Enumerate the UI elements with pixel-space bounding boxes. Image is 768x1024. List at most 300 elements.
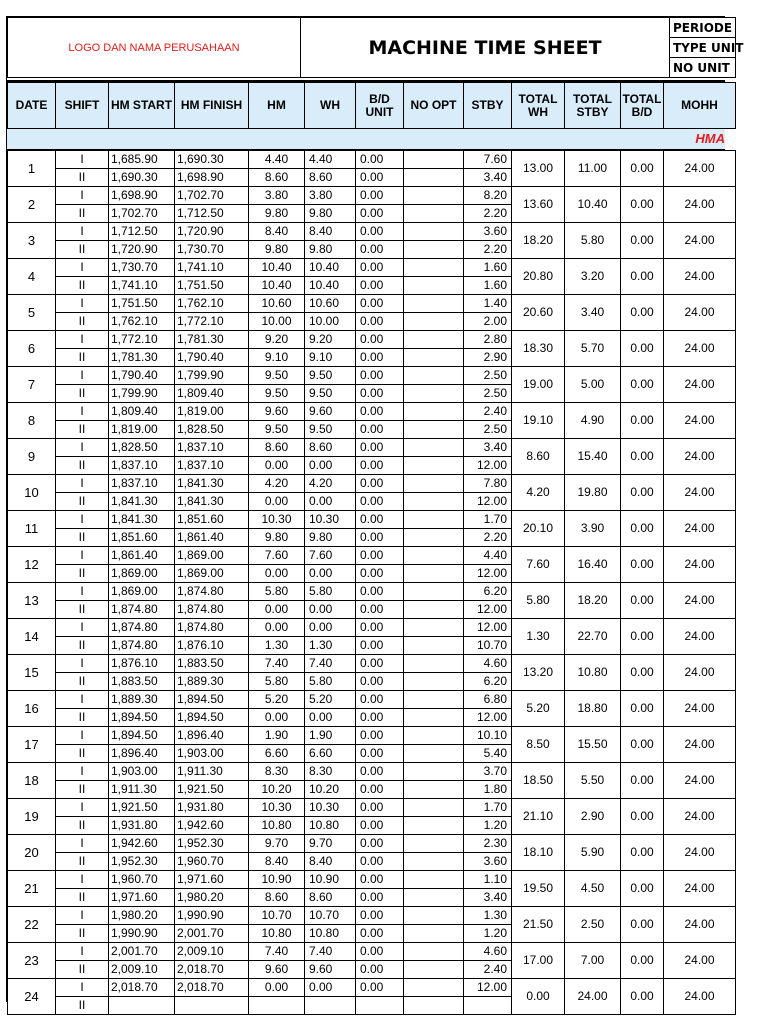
hm-finish-cell: 1,741.10 [175,259,249,277]
wh-cell: 9.20 [305,331,356,349]
mohh-cell: 24.00 [664,583,736,619]
shift-cell: I [56,943,109,961]
total-wh-cell: 18.20 [512,223,565,259]
total-stby-cell: 2.90 [565,799,621,835]
bd-unit-cell: 0.00 [356,223,404,241]
hm-finish-cell: 1,690.30 [175,151,249,169]
bd-unit-cell: 0.00 [356,889,404,907]
wh-cell: 10.40 [305,259,356,277]
bd-unit-cell: 0.00 [356,871,404,889]
mohh-cell: 24.00 [664,331,736,367]
total-bd-cell: 0.00 [621,511,664,547]
no-opt-cell [404,313,464,331]
total-bd-cell: 0.00 [621,295,664,331]
bd-unit-cell: 0.00 [356,403,404,421]
bd-unit-cell: 0.00 [356,709,404,727]
total-wh-cell: 19.00 [512,367,565,403]
hm-finish-cell: 1,819.00 [175,403,249,421]
no-opt-cell [404,259,464,277]
no-opt-cell [404,997,464,1015]
bd-unit-cell: 0.00 [356,565,404,583]
hm-start-cell: 1,702.70 [109,205,175,223]
wh-cell: 10.30 [305,511,356,529]
stby-cell: 2.90 [464,349,512,367]
total-stby-cell: 4.50 [565,871,621,907]
hm-cell: 10.70 [249,907,305,925]
no-opt-cell [404,673,464,691]
hm-finish-cell: 1,921.50 [175,781,249,799]
date-cell: 19 [8,799,56,835]
bd-unit-cell: 0.00 [356,313,404,331]
hm-cell: 0.00 [249,619,305,637]
shift-cell: I [56,475,109,493]
wh-cell: 10.20 [305,781,356,799]
hm-start-cell: 1,896.40 [109,745,175,763]
shift-cell: I [56,511,109,529]
mohh-cell: 24.00 [664,943,736,979]
total-wh-cell: 0.00 [512,979,565,1015]
total-wh-cell: 13.00 [512,151,565,187]
date-cell: 7 [8,367,56,403]
hm-start-cell: 1,894.50 [109,727,175,745]
stby-cell: 2.40 [464,403,512,421]
hm-finish-cell: 1,990.90 [175,907,249,925]
wh-cell: 0.00 [305,619,356,637]
bd-unit-cell: 0.00 [356,187,404,205]
stby-cell: 12.00 [464,457,512,475]
hm-cell: 8.40 [249,853,305,871]
no-opt-cell [404,601,464,619]
mohh-cell: 24.00 [664,655,736,691]
shift-cell: I [56,655,109,673]
stby-cell: 1.30 [464,907,512,925]
total-bd-cell: 0.00 [621,691,664,727]
hm-finish-cell: 1,790.40 [175,349,249,367]
total-bd-cell: 0.00 [621,223,664,259]
wh-cell: 4.40 [305,151,356,169]
date-cell: 24 [8,979,56,1015]
meta-label-unit-type: TYPE UNIT [670,38,736,58]
column-header-total-wh: TOTAL WH [512,83,565,129]
stby-cell: 2.20 [464,529,512,547]
bd-unit-cell: 0.00 [356,763,404,781]
date-cell: 15 [8,655,56,691]
hm-start-cell: 1,698.90 [109,187,175,205]
date-cell: 21 [8,871,56,907]
hm-cell: 5.80 [249,673,305,691]
wh-cell: 0.00 [305,493,356,511]
total-stby-cell: 3.40 [565,295,621,331]
hm-cell: 0.00 [249,457,305,475]
total-bd-cell: 0.00 [621,907,664,943]
hm-cell: 0.00 [249,493,305,511]
bd-unit-cell: 0.00 [356,655,404,673]
table-row [8,295,736,313]
bd-unit-cell: 0.00 [356,727,404,745]
no-opt-cell [404,493,464,511]
shift-cell: II [56,781,109,799]
shift-cell: I [56,151,109,169]
wh-cell: 8.60 [305,439,356,457]
total-wh-cell: 18.30 [512,331,565,367]
no-opt-cell [404,403,464,421]
hm-cell: 1.90 [249,727,305,745]
total-bd-cell: 0.00 [621,763,664,799]
column-header-bd-unit: B/D UNIT [356,83,404,129]
no-opt-cell [404,889,464,907]
hm-finish-cell: 1,980.20 [175,889,249,907]
no-opt-cell [404,187,464,205]
hm-finish-cell: 1,874.80 [175,619,249,637]
hm-finish-cell: 1,698.90 [175,169,249,187]
hm-start-cell: 1,869.00 [109,565,175,583]
shift-cell: II [56,169,109,187]
hm-cell: 9.80 [249,205,305,223]
sheet-title: MACHINE TIME SHEET [301,18,670,78]
hm-cell: 7.60 [249,547,305,565]
mohh-cell: 24.00 [664,547,736,583]
shift-cell: I [56,727,109,745]
total-stby-cell: 5.00 [565,367,621,403]
date-cell: 3 [8,223,56,259]
hm-cell: 10.40 [249,259,305,277]
column-header-date: DATE [8,83,56,129]
no-opt-cell [404,637,464,655]
mohh-cell: 24.00 [664,151,736,187]
hm-start-cell: 1,828.50 [109,439,175,457]
hm-start-cell: 1,730.70 [109,259,175,277]
date-cell: 9 [8,439,56,475]
wh-cell: 8.30 [305,763,356,781]
total-bd-cell: 0.00 [621,871,664,907]
wh-cell: 10.30 [305,799,356,817]
hm-cell: 9.50 [249,367,305,385]
date-cell: 14 [8,619,56,655]
hm-start-cell: 1,861.40 [109,547,175,565]
wh-cell: 4.20 [305,475,356,493]
wh-cell: 9.50 [305,367,356,385]
wh-cell: 10.80 [305,925,356,943]
hm-finish-cell: 1,903.00 [175,745,249,763]
stby-cell: 2.20 [464,205,512,223]
table-row [8,403,736,421]
mohh-cell: 24.00 [664,619,736,655]
mohh-cell: 24.00 [664,727,736,763]
no-opt-cell [404,727,464,745]
bd-unit-cell: 0.00 [356,511,404,529]
bd-unit-cell: 0.00 [356,367,404,385]
stby-cell: 6.20 [464,583,512,601]
bd-unit-cell: 0.00 [356,619,404,637]
shift-cell: II [56,565,109,583]
total-stby-cell: 16.40 [565,547,621,583]
wh-cell: 5.80 [305,583,356,601]
wh-cell: 5.20 [305,691,356,709]
mohh-cell: 24.00 [664,691,736,727]
hm-cell: 8.60 [249,439,305,457]
bd-unit-cell: 0.00 [356,745,404,763]
hm-start-cell: 1,809.40 [109,403,175,421]
no-opt-cell [404,961,464,979]
column-header-shift: SHIFT [56,83,109,129]
total-stby-cell: 22.70 [565,619,621,655]
bd-unit-cell: 0.00 [356,349,404,367]
hm-cell: 9.80 [249,529,305,547]
hm-cell: 10.00 [249,313,305,331]
bd-unit-cell: 0.00 [356,637,404,655]
total-wh-cell: 19.50 [512,871,565,907]
date-cell: 23 [8,943,56,979]
hm-cell: 9.50 [249,385,305,403]
hm-cell: 7.40 [249,655,305,673]
hm-start-cell: 1,762.10 [109,313,175,331]
wh-cell: 5.80 [305,673,356,691]
stby-cell: 3.70 [464,763,512,781]
no-opt-cell [404,529,464,547]
hm-finish-cell: 1,720.90 [175,223,249,241]
stby-cell: 2.50 [464,421,512,439]
no-opt-cell [404,169,464,187]
table-row [8,835,736,853]
shift-cell: II [56,925,109,943]
hm-finish-cell: 1,799.90 [175,367,249,385]
total-bd-cell: 0.00 [621,403,664,439]
mohh-cell: 24.00 [664,763,736,799]
shift-cell: I [56,799,109,817]
stby-cell: 2.50 [464,385,512,403]
hm-start-cell: 1,971.60 [109,889,175,907]
bd-unit-cell: 0.00 [356,925,404,943]
date-cell: 4 [8,259,56,295]
total-wh-cell: 7.60 [512,547,565,583]
hm-finish-cell: 1,911.30 [175,763,249,781]
wh-cell: 7.40 [305,943,356,961]
stby-cell: 1.70 [464,511,512,529]
no-opt-cell [404,655,464,673]
wh-cell: 0.00 [305,565,356,583]
total-wh-cell: 13.20 [512,655,565,691]
hm-start-cell: 2,018.70 [109,979,175,997]
shift-cell: II [56,817,109,835]
hm-cell: 8.60 [249,169,305,187]
hm-start-cell: 1,790.40 [109,367,175,385]
hm-start-cell: 1,841.30 [109,493,175,511]
no-opt-cell [404,907,464,925]
table-row [8,187,736,205]
wh-cell: 8.40 [305,853,356,871]
shift-cell: II [56,205,109,223]
mohh-cell: 24.00 [664,439,736,475]
meta-label-unit-number: NO UNIT [670,58,736,78]
shift-cell: II [56,277,109,295]
hm-finish-cell: 1,889.30 [175,673,249,691]
stby-cell: 1.60 [464,259,512,277]
no-opt-cell [404,817,464,835]
bd-unit-cell: 0.00 [356,979,404,997]
no-opt-cell [404,475,464,493]
no-opt-cell [404,421,464,439]
stby-cell: 3.40 [464,439,512,457]
hm-cell: 0.00 [249,979,305,997]
stby-cell: 1.40 [464,295,512,313]
stby-cell: 12.00 [464,619,512,637]
date-cell: 20 [8,835,56,871]
bd-unit-cell: 0.00 [356,277,404,295]
hm-finish-cell: 1,894.50 [175,691,249,709]
wh-cell: 10.70 [305,907,356,925]
hm-cell: 0.00 [249,709,305,727]
total-stby-cell: 18.20 [565,583,621,619]
stby-cell: 1.80 [464,781,512,799]
total-stby-cell: 4.90 [565,403,621,439]
hm-start-cell: 1,990.90 [109,925,175,943]
column-header-hm-finish: HM FINISH [175,83,249,129]
stby-cell: 1.60 [464,277,512,295]
total-stby-cell: 10.80 [565,655,621,691]
hm-finish-cell: 1,762.10 [175,295,249,313]
hm-start-cell: 1,685.90 [109,151,175,169]
no-opt-cell [404,709,464,727]
total-wh-cell: 1.30 [512,619,565,655]
wh-cell: 0.00 [305,709,356,727]
sheet-header [7,17,744,78]
stby-cell: 4.60 [464,655,512,673]
shift-cell: I [56,871,109,889]
total-stby-cell: 5.70 [565,331,621,367]
total-stby-cell: 3.20 [565,259,621,295]
hm-cell [249,997,305,1015]
shift-cell: I [56,295,109,313]
no-opt-cell [404,925,464,943]
hm-start-cell: 1,980.20 [109,907,175,925]
stby-cell: 3.60 [464,853,512,871]
bd-unit-cell: 0.00 [356,151,404,169]
mohh-cell: 24.00 [664,907,736,943]
stby-cell: 10.70 [464,637,512,655]
hm-cell: 10.30 [249,799,305,817]
date-cell: 17 [8,727,56,763]
table-row [8,367,736,385]
no-opt-cell [404,223,464,241]
stby-cell: 5.40 [464,745,512,763]
hm-finish-cell: 1,730.70 [175,241,249,259]
wh-cell: 9.60 [305,403,356,421]
bd-unit-cell: 0.00 [356,493,404,511]
total-bd-cell: 0.00 [621,331,664,367]
total-bd-cell: 0.00 [621,439,664,475]
total-wh-cell: 20.10 [512,511,565,547]
wh-cell: 10.00 [305,313,356,331]
table-row [8,223,736,241]
total-wh-cell: 5.80 [512,583,565,619]
table-row [8,511,736,529]
hm-finish-cell: 1,828.50 [175,421,249,439]
total-stby-cell: 3.90 [565,511,621,547]
hm-finish-cell: 1,876.10 [175,637,249,655]
no-opt-cell [404,853,464,871]
section-label: HMA [695,131,725,146]
hm-start-cell: 1,851.60 [109,529,175,547]
wh-cell: 1.30 [305,637,356,655]
hm-cell: 10.40 [249,277,305,295]
shift-cell: I [56,403,109,421]
total-wh-cell: 4.20 [512,475,565,511]
hm-finish-cell: 1,894.50 [175,709,249,727]
column-header-mohh: MOHH [664,83,736,129]
stby-cell: 7.80 [464,475,512,493]
stby-cell: 3.60 [464,223,512,241]
bd-unit-cell: 0.00 [356,241,404,259]
hm-cell: 4.20 [249,475,305,493]
total-bd-cell: 0.00 [621,259,664,295]
shift-cell: II [56,457,109,475]
stby-cell: 2.30 [464,835,512,853]
wh-cell: 9.80 [305,205,356,223]
column-header-hm-start: HM START [109,83,175,129]
column-header-no-opt: NO OPT [404,83,464,129]
wh-cell: 0.00 [305,457,356,475]
total-stby-cell: 10.40 [565,187,621,223]
hm-finish-cell [175,997,249,1015]
hm-start-cell: 2,001.70 [109,943,175,961]
total-stby-cell: 15.50 [565,727,621,763]
mohh-cell: 24.00 [664,223,736,259]
stby-cell: 2.50 [464,367,512,385]
hm-start-cell: 1,876.10 [109,655,175,673]
hm-cell: 3.80 [249,187,305,205]
table-row [8,151,736,169]
stby-cell: 8.20 [464,187,512,205]
table-row [8,619,736,637]
mohh-cell: 24.00 [664,979,736,1015]
wh-cell: 7.40 [305,655,356,673]
table-row [8,979,736,997]
hm-finish-cell: 1,869.00 [175,547,249,565]
no-opt-cell [404,871,464,889]
no-opt-cell [404,979,464,997]
wh-cell: 7.60 [305,547,356,565]
hm-cell: 9.60 [249,403,305,421]
bd-unit-cell: 0.00 [356,529,404,547]
total-wh-cell: 21.50 [512,907,565,943]
hm-cell: 9.20 [249,331,305,349]
hm-cell: 0.00 [249,601,305,619]
table-row [8,259,736,277]
hm-finish-cell: 1,883.50 [175,655,249,673]
hm-cell: 10.80 [249,925,305,943]
wh-cell: 8.60 [305,169,356,187]
bd-unit-cell: 0.00 [356,817,404,835]
bd-unit-cell: 0.00 [356,853,404,871]
hm-finish-cell: 1,869.00 [175,565,249,583]
company-logo-placeholder: LOGO DAN NAMA PERUSAHAAN [8,18,301,78]
stby-cell: 2.20 [464,241,512,259]
hm-cell: 9.10 [249,349,305,367]
table-row [8,727,736,745]
total-bd-cell: 0.00 [621,583,664,619]
wh-cell: 9.80 [305,241,356,259]
no-opt-cell [404,511,464,529]
hm-start-cell: 1,960.70 [109,871,175,889]
hm-finish-cell: 1,702.70 [175,187,249,205]
total-bd-cell: 0.00 [621,943,664,979]
mohh-cell: 24.00 [664,799,736,835]
hm-cell: 10.60 [249,295,305,313]
shift-cell: I [56,907,109,925]
total-wh-cell: 20.80 [512,259,565,295]
table-row [8,439,736,457]
shift-cell: I [56,439,109,457]
